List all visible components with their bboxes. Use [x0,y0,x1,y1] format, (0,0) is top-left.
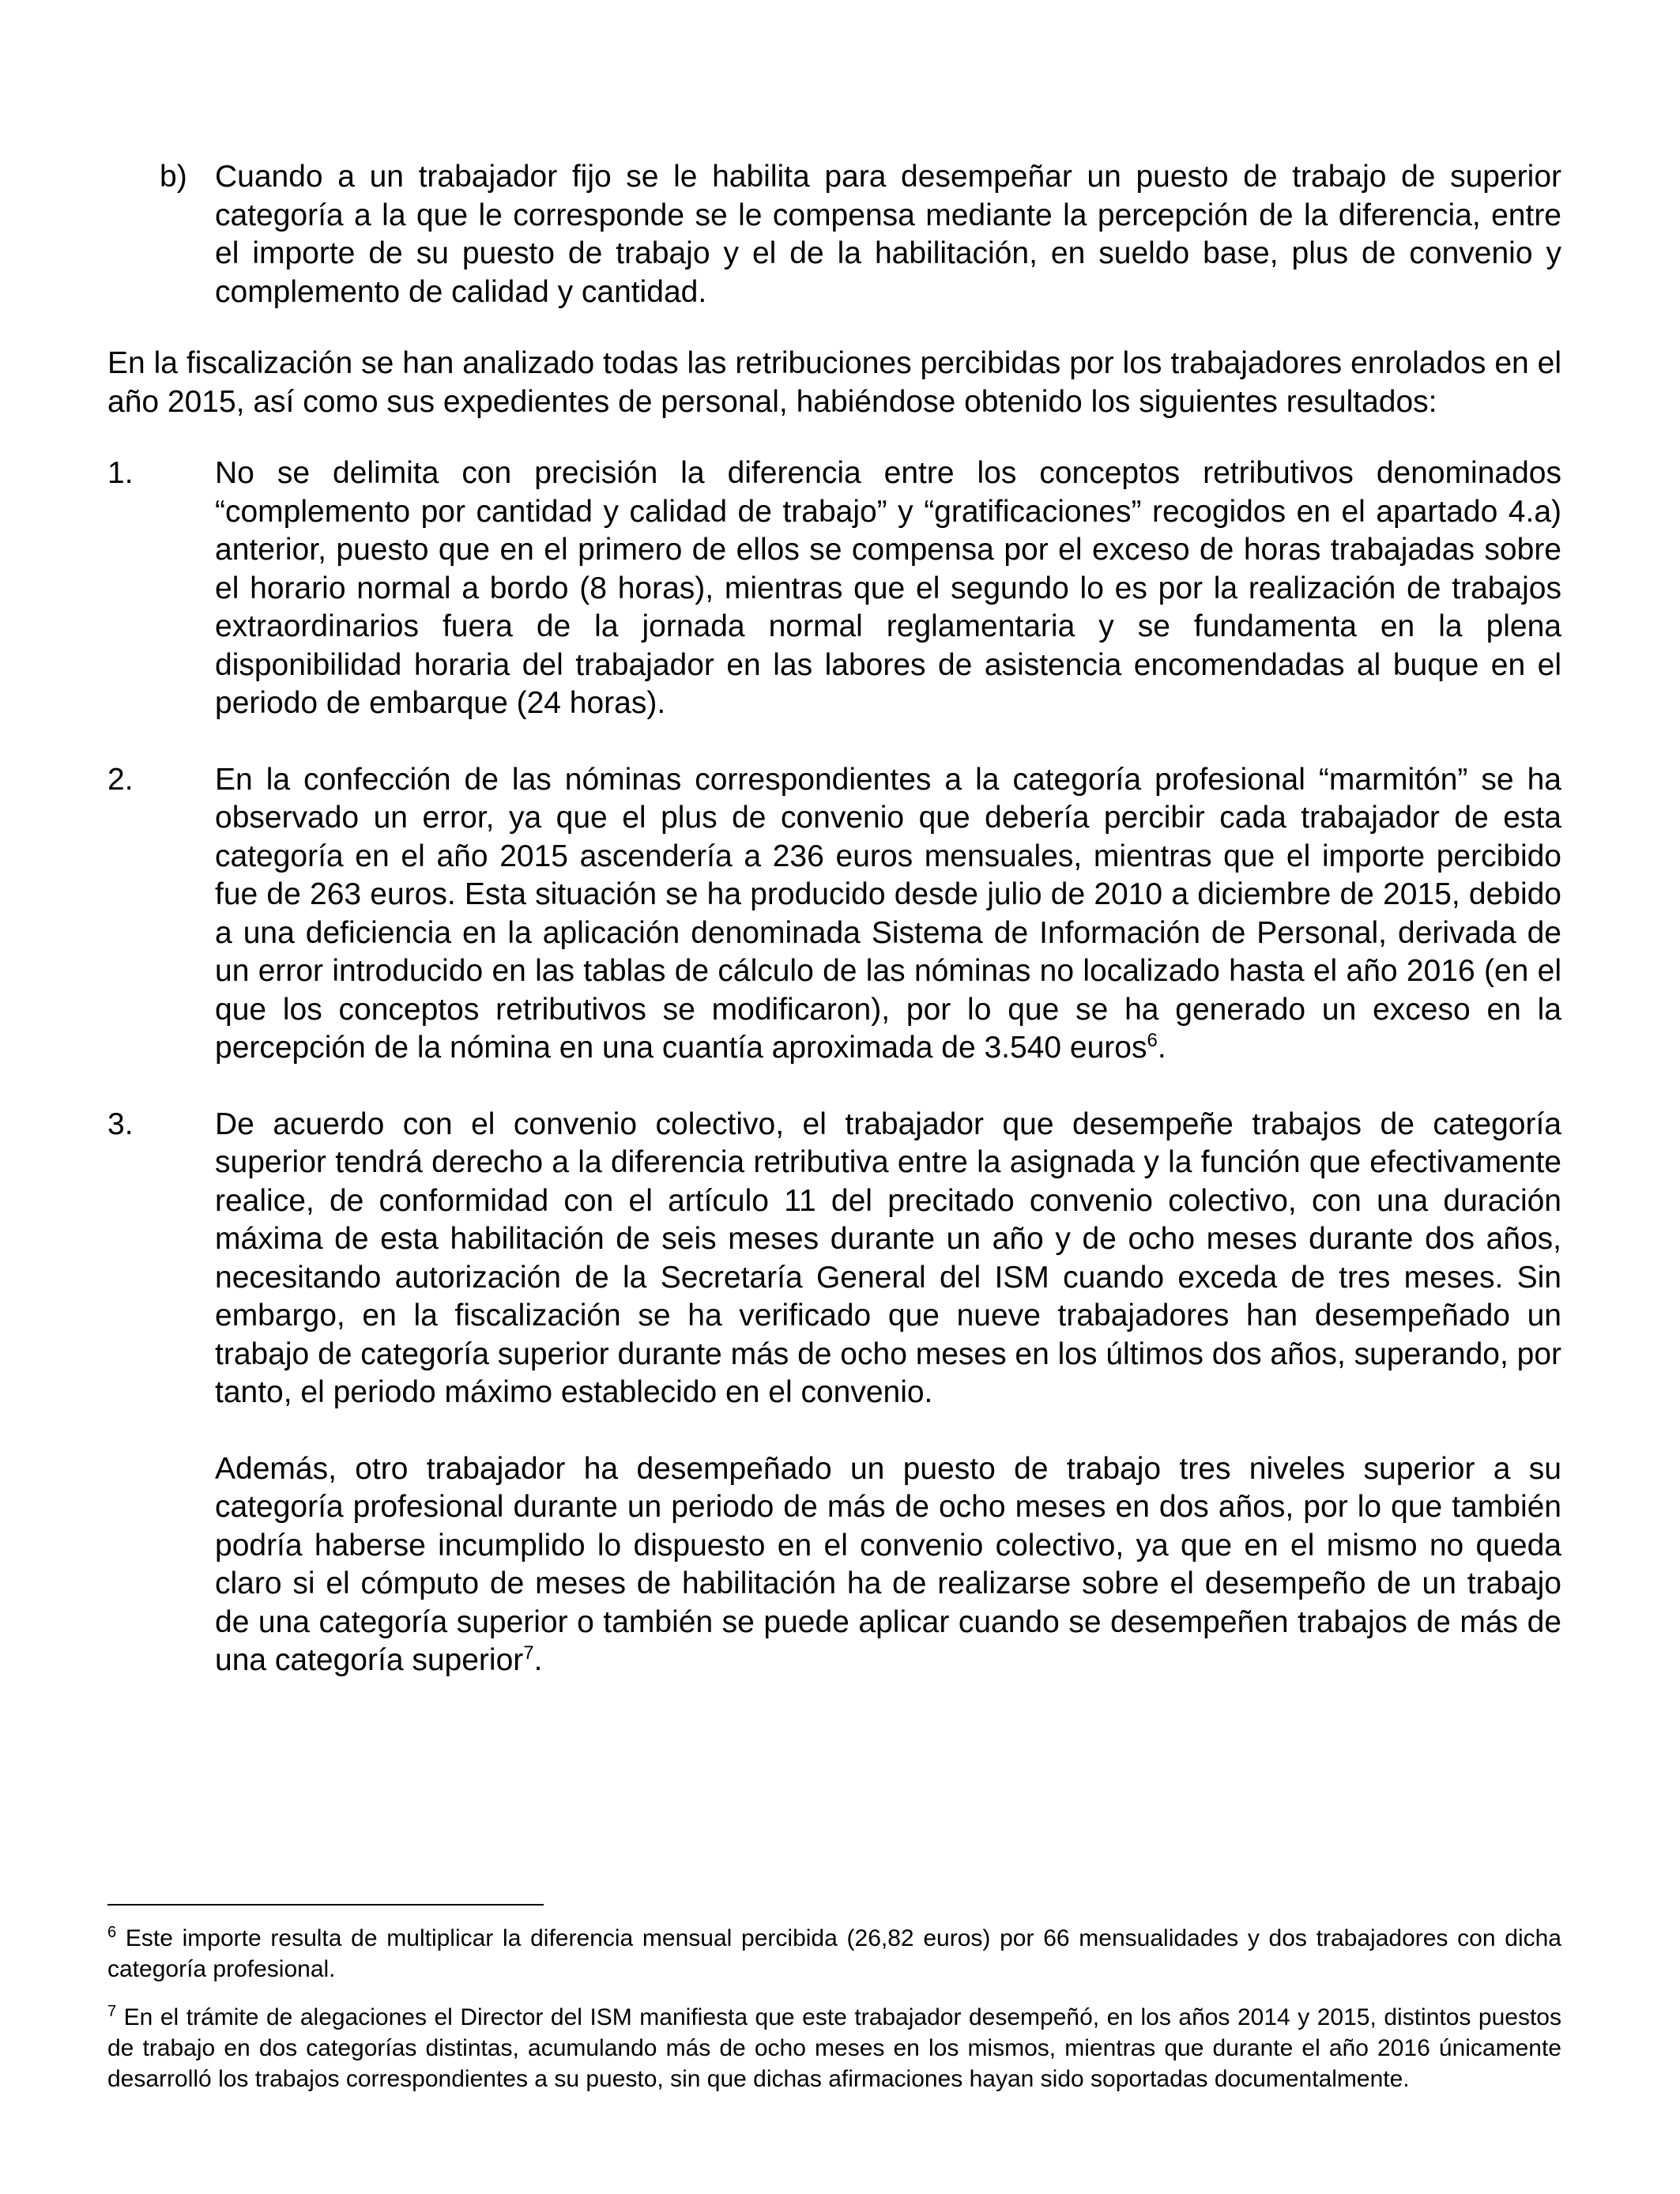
result-tail: . [1157,1031,1166,1065]
footnote-6 [107,1923,1561,1985]
intro-paragraph: En la fiscalización se han analizado todas las retribuciones percibidas por los trabajadores enrolados en el año 2015, así como sus expedientes de personal, habiéndose obtenido los siguientes resultados: [107,346,1561,419]
document-body [107,158,1561,1680]
footnotes-section [107,1904,1561,2094]
list-marker: 1. [107,456,134,490]
additional-text: Además, otro trabajador ha desempeñado un puesto de trabajo tres niveles superior a su categoría profesional durante un periodo de más de ocho meses en dos años, por lo que también podría haberse incumplido lo dispuesto en el convenio colectivo, ya que en el mismo no queda claro si el cómputo de meses de habilitación ha de realizarse sobre el desempeño de un trabajo de una categoría superior o también se puede aplicar cuando se desempeñen trabajos de más de una categoría superior [215,1451,1561,1677]
result-paragraph: De acuerdo con el convenio colectivo, el trabajador que desempeñe trabajos de categoría superior tendrá derecho a la diferencia retributiva entre la asignada y la función que efectivamente realice, de conformidad con el artículo 11 del precitado convenio colectivo, con una duración máxima de esta habilitación de seis meses durante un año y de ocho meses durante dos años, necesitando autorización de la Secretaría General del ISM cuando exceda de tres meses. Sin embargo, en la fiscalización se ha verificado que nueve trabajadores han desempeñado un trabajo de categoría superior durante más de ocho meses en los últimos dos años, superando, por tanto, el periodo máximo establecido en el convenio. [215,1106,1562,1409]
result-paragraph: No se delimita con precisión la diferencia entre los conceptos retributivos denominados “complemento por cantidad y calidad de trabajo” y “gratificaciones” recogidos en el apartado 4.a) anterior, puesto que en el primero de ellos se compensa por el exceso de horas trabajadas sobre el horario normal a bordo (8 horas), mientras que el segundo lo es por la realización de trabajos extraordinarios fuera de la jornada normal reglamentaria y se fundamenta en la plena disponibilidad horaria del trabajador en las labores de asistencia encomendadas al buque en el periodo de embarque (24 horas). [215,456,1561,720]
result-item-1 [107,454,1561,723]
footnote-number: 7 [107,2003,117,2020]
result-text: En la confección de las nóminas correspondientes a la categoría profesional “marmitón” se ha observado un error, ya que el plus de convenio que debería percibir cada trabajador de esta categoría en el año 2015 ascendería a 236 euros mensuales, mientras que el importe percibido fue de 263 euros. Esta situación se ha producido desde julio de 2010 a diciembre de 2015, debido a una deficiencia en la aplicación denominada Sistema de Información de Personal, derivada de un error introducido en las tablas de cálculo de las nóminas no localizado hasta el año 2016 (en el que los conceptos retributivos se modificaron), por lo que se ha generado un exceso en la percepción de la nómina en una cuantía aproximada de 3.540 euros [215,762,1561,1065]
footnote-7 [107,2002,1561,2094]
result-item-2 [107,761,1561,1068]
list-item-b [107,158,1561,311]
footnote-ref: 6 [1147,1030,1158,1051]
footnote-separator [107,1904,544,1906]
result-item-3 [107,1106,1561,1412]
list-marker: 2. [107,762,134,797]
footnote-text: Este importe resulta de multiplicar la diferencia mensual percibida (26,82 euros) por 66 mensualidades y dos trabajadores con dicha categoría profesional. [107,1925,1561,1982]
footnote-number: 6 [107,1924,117,1941]
list-marker: 3. [107,1106,134,1141]
paragraph-item-b: Cuando a un trabajador fijo se le habilita para desempeñar un puesto de trabajo de superior categoría a la que le corresponde se le compensa mediante la percepción de la diferencia, entre el importe de su puesto de trabajo y el de la habilitación, en sueldo base, plus de convenio y complemento de calidad y cantidad. [215,160,1561,309]
additional-paragraph [215,1450,1561,1680]
additional-tail: . [533,1643,543,1677]
list-marker: b) [160,160,187,194]
result-paragraph [215,761,1561,1068]
footnote-text: En el trámite de alegaciones el Director del ISM manifiesta que este trabajador desempeñó, en los años 2014 y 2015, distintos puestos de trabajo en dos categorías distintas, acumulando más de ocho meses en los mismos, mientras que durante el año 2016 únicamente desarrolló los trabajos correspondientes a su puesto, sin que dichas afirmaciones hayan sido soportadas documentalmente. [107,2004,1561,2092]
footnote-ref: 7 [523,1642,534,1664]
additional-item [107,1450,1561,1680]
